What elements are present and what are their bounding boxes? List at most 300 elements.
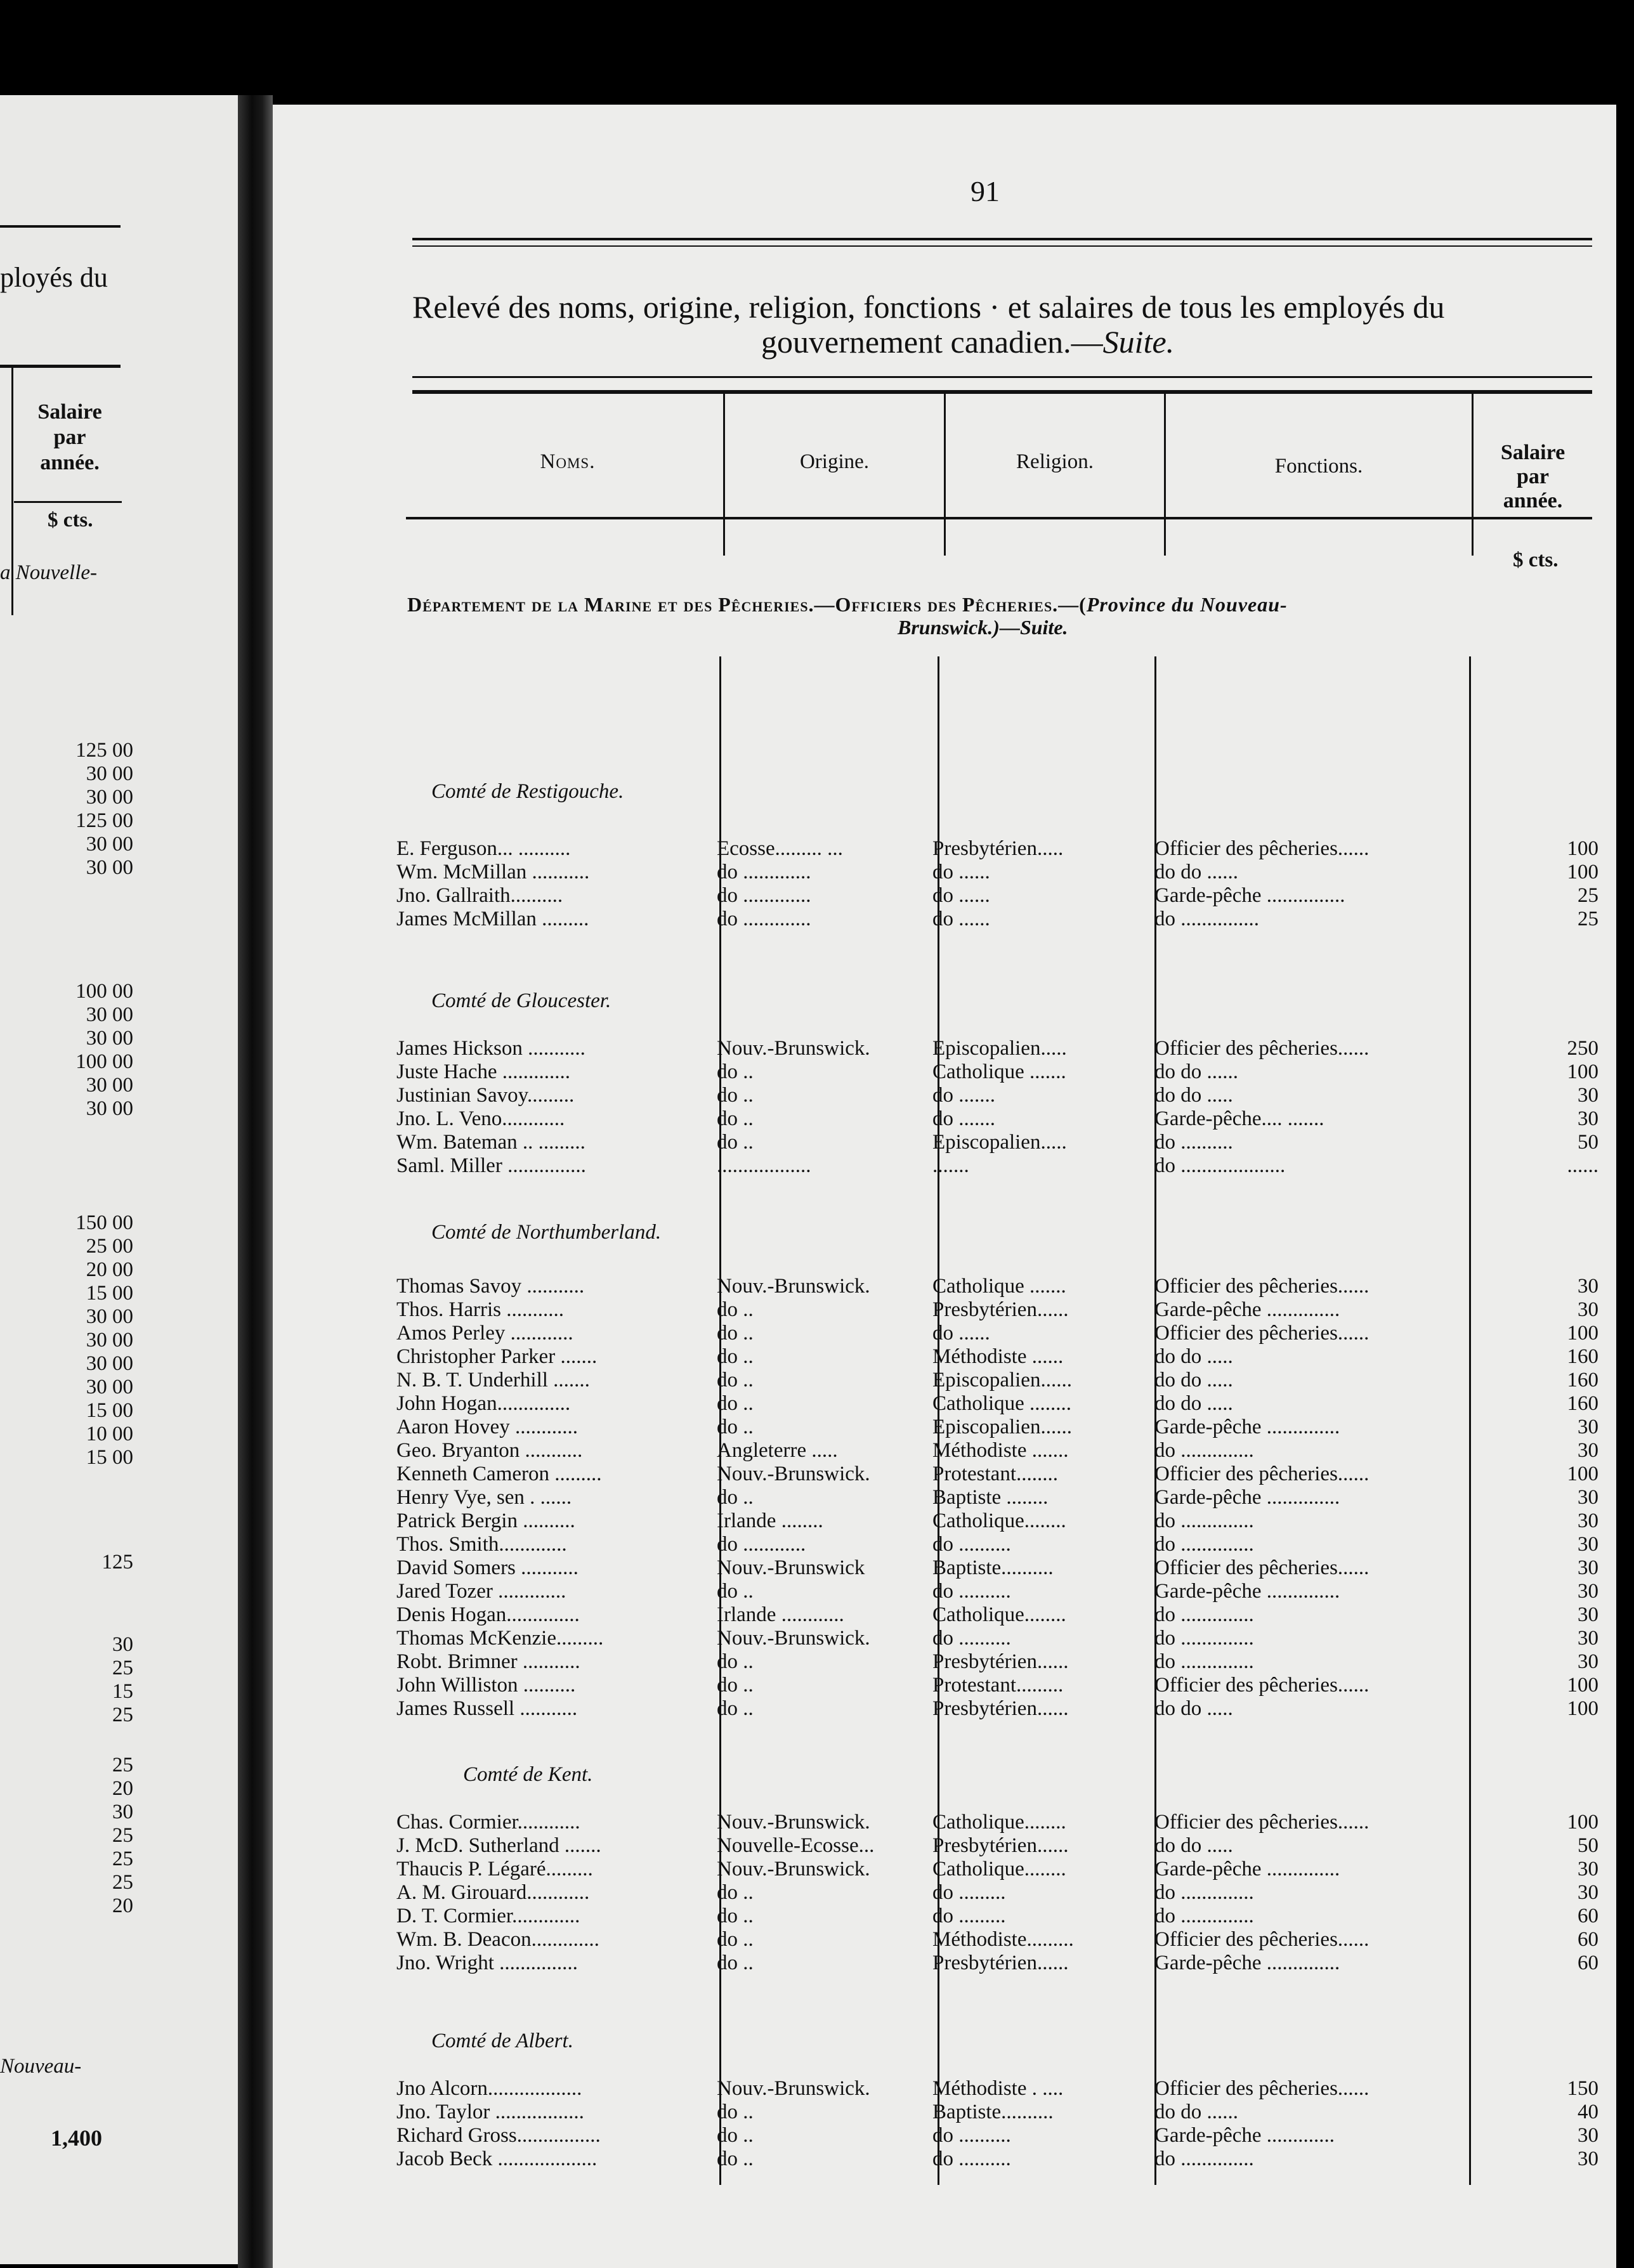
function-cell: do do ...... xyxy=(1154,861,1238,883)
header-line: Salaire xyxy=(37,400,102,424)
salary-cell: ...... xyxy=(1567,1154,1598,1177)
employee-name: N. B. T. Underhill ....... xyxy=(396,1369,590,1391)
origin-cell: do .. xyxy=(717,1416,754,1438)
origin-cell: do .. xyxy=(717,1084,754,1107)
origin-cell: do .. xyxy=(717,1345,754,1368)
table-row xyxy=(396,1037,1598,1060)
left-salary-value: 30 xyxy=(112,1801,133,1823)
origin-cell: Ecosse......... ... xyxy=(717,837,843,860)
employee-name: Jno. L. Veno............ xyxy=(396,1107,565,1130)
table-row xyxy=(396,1131,1598,1154)
employee-name: Thaucis P. Légaré......... xyxy=(396,1858,593,1880)
salary-cell: 30 xyxy=(1578,1416,1598,1438)
salary-cell: 50 xyxy=(1578,1131,1598,1154)
religion-cell: do ...... xyxy=(932,908,990,930)
employee-name: Thos. Harris ........... xyxy=(396,1298,564,1321)
origin-cell: do .. xyxy=(717,1905,754,1927)
salary-cell: 30 xyxy=(1578,1486,1598,1509)
salary-cell: 30 xyxy=(1578,1107,1598,1130)
salary-cell: 100 xyxy=(1567,1060,1598,1083)
religion-cell: Presbytérien...... xyxy=(932,1298,1069,1321)
header-top-rule-1 xyxy=(412,376,1592,378)
table-row xyxy=(396,1834,1598,1857)
left-salary-value: 30 00 xyxy=(86,1097,133,1120)
salary-cell: 100 xyxy=(1567,861,1598,883)
employee-name: Henry Vye, sen . ...... xyxy=(396,1486,572,1509)
left-salary-value: 25 xyxy=(112,1848,133,1870)
table-row xyxy=(396,2124,1598,2147)
table-row xyxy=(396,884,1598,907)
header-divider-2 xyxy=(944,394,946,556)
function-cell: do ............... xyxy=(1154,908,1259,930)
religion-cell: Baptiste.......... xyxy=(932,1556,1054,1579)
employee-name: D. T. Cormier............. xyxy=(396,1905,580,1927)
employee-name: Aaron Hovey ............ xyxy=(396,1416,578,1438)
religion-cell: do .......... xyxy=(932,2147,1011,2170)
table-row xyxy=(396,861,1598,883)
table-title-line1: Relevé des noms, origine, religion, fonctions · et salaires de tous les employés du xyxy=(412,289,1445,325)
header-bottom-rule xyxy=(406,517,1592,519)
function-cell: Officier des pêcheries...... xyxy=(1154,1674,1369,1697)
table-title-line2-text: gouvernement canadien.— xyxy=(761,324,1103,360)
employee-name: Patrick Bergin .......... xyxy=(396,1509,575,1532)
origin-cell: .................. xyxy=(717,1154,811,1177)
left-salary-value: 30 xyxy=(112,1633,133,1656)
left-header-fragment: ployés du xyxy=(0,262,108,293)
origin-cell: do ............. xyxy=(717,884,811,907)
table-row xyxy=(396,1345,1598,1368)
salary-cell: 30 xyxy=(1578,1084,1598,1107)
left-salary-value: 30 00 xyxy=(86,1376,133,1398)
county-heading: Comté de Restigouche. xyxy=(431,780,624,803)
left-salary-value: 30 00 xyxy=(86,856,133,879)
table-row xyxy=(396,837,1598,860)
left-salary-value: 100 00 xyxy=(75,1050,133,1073)
title-top-rule-2 xyxy=(412,245,1592,247)
left-salary-value: 30 00 xyxy=(86,1305,133,1328)
employee-name: Justinian Savoy......... xyxy=(396,1084,575,1107)
table-row xyxy=(396,1627,1598,1650)
left-header-rule xyxy=(14,501,122,503)
function-cell: do .......... xyxy=(1154,1131,1233,1154)
table-row xyxy=(396,1107,1598,1130)
origin-cell: do .. xyxy=(717,1650,754,1673)
employee-name: David Somers ........... xyxy=(396,1556,578,1579)
left-salary-value: 20 xyxy=(112,1894,133,1917)
origin-cell: do .. xyxy=(717,2101,754,2123)
origin-cell: do .. xyxy=(717,1392,754,1415)
table-row xyxy=(396,1439,1598,1462)
origin-cell: do .. xyxy=(717,1298,754,1321)
religion-cell: do ......... xyxy=(932,1905,1006,1927)
religion-cell: Catholique........ xyxy=(932,1858,1066,1880)
employee-name: James Hickson ........... xyxy=(396,1037,585,1060)
header-line: année. xyxy=(40,451,100,474)
origin-cell: do .. xyxy=(717,1952,754,1974)
salary-cell: 30 xyxy=(1578,1298,1598,1321)
employee-name: Saml. Miller ............... xyxy=(396,1154,586,1177)
left-salary-value: 25 xyxy=(112,1754,133,1776)
header-religion: Religion. xyxy=(1016,450,1094,473)
left-salary-value: 20 00 xyxy=(86,1258,133,1281)
origin-cell: do .. xyxy=(717,2147,754,2170)
left-salary-value: 20 xyxy=(112,1777,133,1800)
religion-cell: Episcopalien..... xyxy=(932,1131,1067,1154)
salary-cell: 100 xyxy=(1567,1674,1598,1697)
religion-cell: Catholique ....... xyxy=(932,1275,1066,1298)
religion-cell: Protestant......... xyxy=(932,1674,1064,1697)
function-cell: Garde-pêche .............. xyxy=(1154,1858,1340,1880)
left-salary-value: 15 xyxy=(112,1680,133,1703)
religion-cell: Baptiste ........ xyxy=(932,1486,1049,1509)
left-page xyxy=(0,95,238,2264)
table-row xyxy=(396,1275,1598,1298)
header-line: année. xyxy=(1503,489,1563,512)
table-row xyxy=(396,1084,1598,1107)
department-name: Département de la Marine et des Pêcheries.—Officiers des Pêcheries.—( xyxy=(407,593,1087,616)
header-salaire xyxy=(1474,441,1592,513)
function-cell: Officier des pêcheries...... xyxy=(1154,837,1369,860)
function-cell: do do ...... xyxy=(1154,1060,1238,1083)
header-noms: Noms. xyxy=(540,450,596,473)
employee-name: James Russell ........... xyxy=(396,1697,578,1720)
function-cell: do .............. xyxy=(1154,2147,1254,2170)
employee-name: E. Ferguson... .......... xyxy=(396,837,571,860)
employee-name: Jacob Beck ................... xyxy=(396,2147,598,2170)
function-cell: do do ...... xyxy=(1154,2101,1238,2123)
origin-cell: Irlande ........ xyxy=(717,1509,823,1532)
function-cell: do .............. xyxy=(1154,1509,1254,1532)
origin-cell: do .. xyxy=(717,1580,754,1603)
salary-cell: 160 xyxy=(1567,1345,1598,1368)
table-row xyxy=(396,2147,1598,2170)
salary-cell: 160 xyxy=(1567,1369,1598,1391)
table-row xyxy=(396,1881,1598,1904)
function-cell: do .............. xyxy=(1154,1650,1254,1673)
table-row xyxy=(396,1154,1598,1177)
table-row xyxy=(396,908,1598,930)
origin-cell: Angleterre ..... xyxy=(717,1439,838,1462)
table-row xyxy=(396,1928,1598,1951)
origin-cell: do .. xyxy=(717,1322,754,1345)
origin-cell: Irlande ............ xyxy=(717,1603,844,1626)
left-salary-value: 30 00 xyxy=(86,1329,133,1352)
left-salary-value: 10 00 xyxy=(86,1423,133,1445)
table-row xyxy=(396,1298,1598,1321)
left-salary-value: 30 00 xyxy=(86,786,133,809)
salary-cell: 60 xyxy=(1578,1928,1598,1951)
county-heading: Comté de Northumberland. xyxy=(431,1221,662,1244)
table-title-line2 xyxy=(761,323,1174,360)
religion-cell: Catholique ....... xyxy=(932,1060,1066,1083)
function-cell: Garde-pêche .............. xyxy=(1154,1298,1340,1321)
left-salary-value: 125 00 xyxy=(75,809,133,832)
table-row xyxy=(396,1952,1598,1974)
left-salary-header xyxy=(19,400,121,476)
function-cell: do do ..... xyxy=(1154,1369,1233,1391)
department-line1 xyxy=(407,593,1593,616)
origin-cell: do ............. xyxy=(717,861,811,883)
religion-cell: Protestant........ xyxy=(932,1463,1058,1485)
left-salary-value: 25 xyxy=(112,1657,133,1679)
employee-name: Geo. Bryanton ........... xyxy=(396,1439,583,1462)
salary-cell: 100 xyxy=(1567,1322,1598,1345)
county-heading: Comté de Albert. xyxy=(431,2030,573,2052)
left-salary-value: 100 00 xyxy=(75,980,133,1003)
salary-cell: 30 xyxy=(1578,2147,1598,2170)
origin-cell: Nouv.-Brunswick. xyxy=(717,2077,870,2100)
table-row xyxy=(396,1603,1598,1626)
function-cell: Officier des pêcheries...... xyxy=(1154,2077,1369,2100)
left-salary-value: 25 xyxy=(112,1824,133,1847)
origin-cell: Nouv.-Brunswick. xyxy=(717,1811,870,1834)
table-row xyxy=(396,2101,1598,2123)
religion-cell: Presbytérien...... xyxy=(932,1952,1069,1974)
function-cell: do .................... xyxy=(1154,1154,1286,1177)
origin-cell: Nouv.-Brunswick. xyxy=(717,1037,870,1060)
county-heading: Comté de Kent. xyxy=(463,1763,593,1786)
religion-cell: Presbytérien...... xyxy=(932,1650,1069,1673)
title-top-rule-1 xyxy=(412,238,1592,240)
salary-cell: 100 xyxy=(1567,1463,1598,1485)
salary-cell: 30 xyxy=(1578,1650,1598,1673)
employee-name: Wm. McMillan ........... xyxy=(396,861,590,883)
salary-cell: 160 xyxy=(1567,1392,1598,1415)
religion-cell: Baptiste.......... xyxy=(932,2101,1054,2123)
employee-name: Amos Perley ............ xyxy=(396,1322,573,1345)
religion-cell: Catholique........ xyxy=(932,1811,1066,1834)
religion-cell: Catholique........ xyxy=(932,1509,1066,1532)
salary-cell: 30 xyxy=(1578,1533,1598,1556)
employee-name: Jno. Taylor ................. xyxy=(396,2101,584,2123)
salary-cell: 30 xyxy=(1578,1509,1598,1532)
table-row xyxy=(396,1533,1598,1556)
left-salary-value: 30 00 xyxy=(86,1074,133,1097)
left-salary-value: 25 00 xyxy=(86,1235,133,1258)
religion-cell: do ...... xyxy=(932,1322,990,1345)
table-row xyxy=(396,1392,1598,1415)
employee-name: James McMillan ......... xyxy=(396,908,589,930)
employee-name: Jno Alcorn.................. xyxy=(396,2077,582,2100)
department-line2: Brunswick.)—Suite. xyxy=(898,616,1068,639)
left-salary-value: 15 00 xyxy=(86,1399,133,1422)
header-fonctions: Fonctions. xyxy=(1274,455,1363,478)
left-units: $ cts. xyxy=(48,509,93,531)
salary-cell: 30 xyxy=(1578,1881,1598,1904)
employee-name: Denis Hogan.............. xyxy=(396,1603,580,1626)
religion-cell: Presbytérien...... xyxy=(932,1697,1069,1720)
origin-cell: Nouvelle-Ecosse... xyxy=(717,1834,875,1857)
religion-cell: Presbytérien..... xyxy=(932,837,1064,860)
employee-name: Thomas McKenzie......... xyxy=(396,1627,604,1650)
table-row xyxy=(396,1674,1598,1697)
employee-name: Kenneth Cameron ......... xyxy=(396,1463,602,1485)
salary-cell: 30 xyxy=(1578,1603,1598,1626)
header-top-rule-2 xyxy=(412,390,1592,394)
left-salary-value: 125 xyxy=(101,1551,133,1574)
table-row xyxy=(396,1580,1598,1603)
religion-cell: Episcopalien...... xyxy=(932,1416,1072,1438)
function-cell: Officier des pêcheries...... xyxy=(1154,1275,1369,1298)
salary-cell: 100 xyxy=(1567,1811,1598,1834)
table-row xyxy=(396,2077,1598,2100)
function-cell: do .............. xyxy=(1154,1603,1254,1626)
table-row xyxy=(396,1060,1598,1083)
religion-cell: Méthodiste......... xyxy=(932,1928,1074,1951)
religion-cell: do .......... xyxy=(932,2124,1011,2147)
religion-cell: do .......... xyxy=(932,1580,1011,1603)
origin-cell: do .. xyxy=(717,1131,754,1154)
employee-name: Juste Hache ............. xyxy=(396,1060,571,1083)
function-cell: Officier des pêcheries...... xyxy=(1154,1556,1369,1579)
left-salary-value: 25 xyxy=(112,1704,133,1726)
origin-cell: do .. xyxy=(717,2124,754,2147)
left-section-fragment: a Nouvelle- xyxy=(0,561,98,584)
salary-cell: 150 xyxy=(1567,2077,1598,2100)
function-cell: do .............. xyxy=(1154,1533,1254,1556)
salary-cell: 25 xyxy=(1578,884,1598,907)
religion-cell: do .......... xyxy=(932,1627,1011,1650)
left-salary-value: 30 00 xyxy=(86,762,133,785)
function-cell: do do ..... xyxy=(1154,1084,1233,1107)
salary-cell: 30 xyxy=(1578,1439,1598,1462)
employee-name: A. M. Girouard............ xyxy=(396,1881,590,1904)
origin-cell: Nouv.-Brunswick. xyxy=(717,1627,870,1650)
table-row xyxy=(396,1486,1598,1509)
salary-cell: 100 xyxy=(1567,837,1598,860)
origin-cell: do .. xyxy=(717,1060,754,1083)
religion-cell: do ....... xyxy=(932,1084,995,1107)
left-salary-value: 30 00 xyxy=(86,1003,133,1026)
left-top-rule xyxy=(0,225,121,228)
religion-cell: Episcopalien...... xyxy=(932,1369,1072,1391)
religion-cell: do ....... xyxy=(932,1107,995,1130)
table-row xyxy=(396,1463,1598,1485)
function-cell: Officier des pêcheries...... xyxy=(1154,1928,1369,1951)
employee-name: John Williston .......... xyxy=(396,1674,576,1697)
table-row xyxy=(396,1322,1598,1345)
religion-cell: do ......... xyxy=(932,1881,1006,1904)
left-salary-value: 30 00 xyxy=(86,1352,133,1375)
function-cell: do do ..... xyxy=(1154,1697,1233,1720)
origin-cell: Nouv.-Brunswick. xyxy=(717,1858,870,1880)
left-salary-value: 125 00 xyxy=(75,739,133,762)
function-cell: Officier des pêcheries...... xyxy=(1154,1463,1369,1485)
function-cell: Officier des pêcheries...... xyxy=(1154,1811,1369,1834)
origin-cell: do ............ xyxy=(717,1533,806,1556)
function-cell: do do ..... xyxy=(1154,1834,1233,1857)
table-row xyxy=(396,1858,1598,1880)
origin-cell: Nouv.-Brunswick. xyxy=(717,1463,870,1485)
left-salary-value: 150 00 xyxy=(75,1211,133,1234)
function-cell: do .............. xyxy=(1154,1439,1254,1462)
header-units: $ cts. xyxy=(1513,549,1559,571)
salary-cell: 60 xyxy=(1578,1905,1598,1927)
origin-cell: Nouv.-Brunswick xyxy=(717,1556,865,1579)
religion-cell: ....... xyxy=(932,1154,969,1177)
header-line: par xyxy=(1517,465,1549,488)
religion-cell: do ...... xyxy=(932,884,990,907)
religion-cell: do .......... xyxy=(932,1533,1011,1556)
left-salary-value: 30 00 xyxy=(86,833,133,856)
page-number: 91 xyxy=(971,175,1000,207)
function-cell: Garde-pêche ............. xyxy=(1154,2124,1335,2147)
function-cell: Garde-pêche ............... xyxy=(1154,884,1345,907)
salary-cell: 30 xyxy=(1578,1858,1598,1880)
left-table-top-rule xyxy=(0,365,121,368)
employee-name: Robt. Brimner ........... xyxy=(396,1650,580,1673)
religion-cell: Méthodiste ...... xyxy=(932,1345,1064,1368)
table-row xyxy=(396,1556,1598,1579)
left-salary-value: 30 00 xyxy=(86,1027,133,1050)
salary-cell: 30 xyxy=(1578,1556,1598,1579)
header-line: Salaire xyxy=(1500,441,1565,464)
salary-cell: 30 xyxy=(1578,1580,1598,1603)
salary-cell: 60 xyxy=(1578,1952,1598,1974)
employee-name: Richard Gross................ xyxy=(396,2124,601,2147)
salary-cell: 25 xyxy=(1578,908,1598,930)
salary-cell: 40 xyxy=(1578,2101,1598,2123)
employee-name: Chas. Cormier............ xyxy=(396,1811,580,1834)
left-total: 1,400 xyxy=(51,2125,102,2151)
employee-name: Thos. Smith............. xyxy=(396,1533,567,1556)
salary-cell: 30 xyxy=(1578,1275,1598,1298)
function-cell: Officier des pêcheries...... xyxy=(1154,1037,1369,1060)
book-spine xyxy=(238,95,273,2268)
origin-cell: do .. xyxy=(717,1674,754,1697)
table-row xyxy=(396,1905,1598,1927)
left-salary-value: 15 00 xyxy=(86,1282,133,1305)
religion-cell: do ...... xyxy=(932,861,990,883)
religion-cell: Episcopalien..... xyxy=(932,1037,1067,1060)
table-title-suite: Suite. xyxy=(1102,324,1175,360)
table-row xyxy=(396,1369,1598,1391)
function-cell: do .............. xyxy=(1154,1881,1254,1904)
table-row xyxy=(396,1650,1598,1673)
left-section-fragment-2: Nouveau- xyxy=(0,2055,82,2078)
origin-cell: do .. xyxy=(717,1928,754,1951)
department-province: Province du Nouveau- xyxy=(1086,593,1288,616)
function-cell: Garde-pêche .............. xyxy=(1154,1952,1340,1974)
salary-cell: 100 xyxy=(1567,1697,1598,1720)
employee-name: John Hogan.............. xyxy=(396,1392,571,1415)
employee-name: J. McD. Sutherland ....... xyxy=(396,1834,601,1857)
function-cell: do .............. xyxy=(1154,1627,1254,1650)
employee-name: Christopher Parker ....... xyxy=(396,1345,598,1368)
salary-cell: 250 xyxy=(1567,1037,1598,1060)
table-row xyxy=(396,1509,1598,1532)
header-origine: Origine. xyxy=(799,450,870,473)
employee-name: Wm. Bateman .. ......... xyxy=(396,1131,585,1154)
religion-cell: Presbytérien...... xyxy=(932,1834,1069,1857)
origin-cell: do ............. xyxy=(717,908,811,930)
table-row xyxy=(396,1697,1598,1720)
function-cell: Garde-pêche .............. xyxy=(1154,1486,1340,1509)
header-divider-1 xyxy=(723,394,725,556)
function-cell: Garde-pêche.... ....... xyxy=(1154,1107,1324,1130)
table-row xyxy=(396,1811,1598,1834)
left-salary-value: 25 xyxy=(112,1871,133,1894)
left-salary-value: 15 00 xyxy=(86,1446,133,1469)
right-page xyxy=(273,105,1616,2268)
header-line: par xyxy=(53,426,86,449)
function-cell: do do ..... xyxy=(1154,1345,1233,1368)
religion-cell: Méthodiste . .... xyxy=(932,2077,1064,2100)
employee-name: Thomas Savoy ........... xyxy=(396,1275,585,1298)
function-cell: do do ..... xyxy=(1154,1392,1233,1415)
function-cell: Officier des pêcheries...... xyxy=(1154,1322,1369,1345)
origin-cell: do .. xyxy=(717,1697,754,1720)
